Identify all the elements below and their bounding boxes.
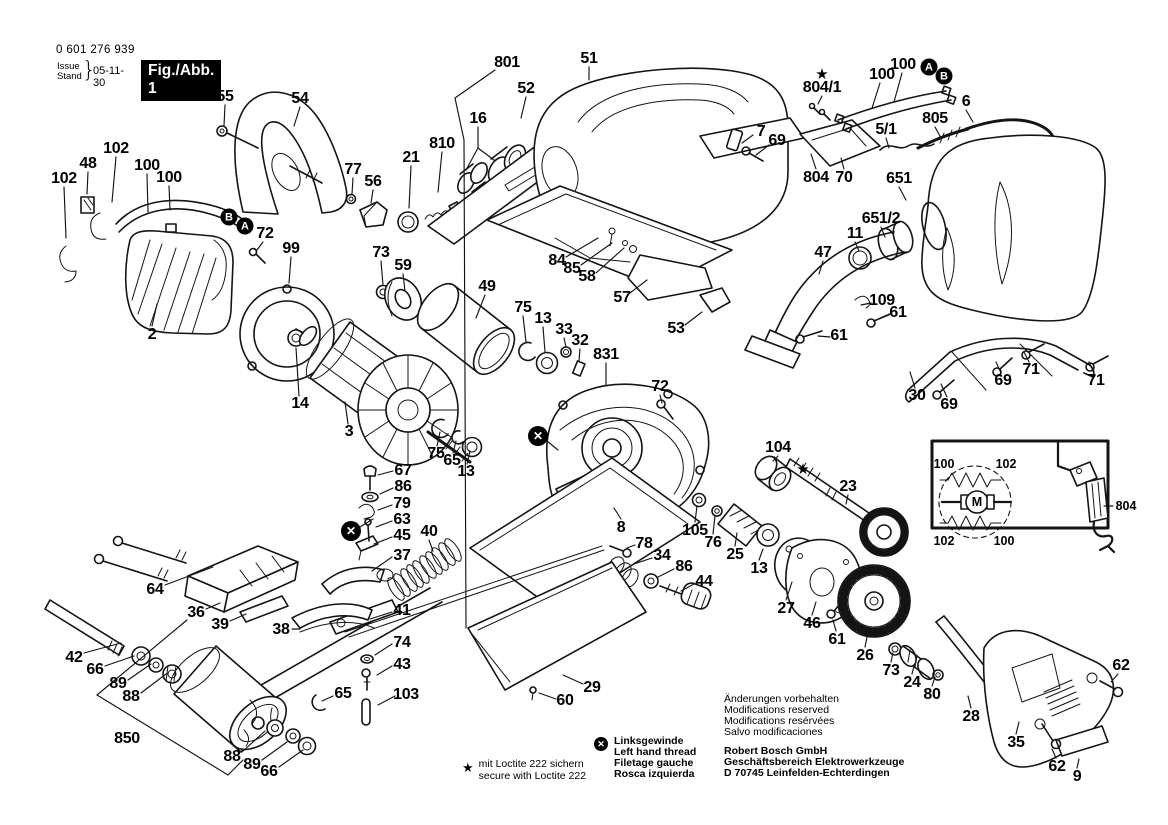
issue-label: Issue (57, 61, 80, 72)
part-callout-23: 23 (839, 478, 857, 495)
modifications-line: Modifications resérvées (724, 715, 835, 727)
part-callout-88: 88 (223, 748, 241, 765)
part-callout-45: 45 (393, 527, 411, 544)
part-callout-61: 61 (889, 304, 907, 321)
part-callout-35: 35 (1007, 734, 1025, 751)
part-callout-40: 40 (420, 523, 438, 540)
part-callout-103: 103 (393, 686, 419, 703)
part-callout-850: 850 (114, 730, 140, 747)
marker-badge-X: ✕ (341, 521, 361, 541)
part-callout-14: 14 (291, 395, 309, 412)
marker-badge-X: ✕ (528, 426, 548, 446)
part-callout-86: 86 (394, 478, 412, 495)
part-callout-27: 27 (777, 600, 795, 617)
issue-date: 05-11-30 (93, 65, 124, 89)
issue-stand-labels (57, 62, 82, 82)
part-callout-75: 75 (427, 445, 445, 462)
part-callout-41: 41 (393, 602, 411, 619)
circuit-label-102: 102 (995, 457, 1017, 471)
star-marker-icon: ★ (815, 66, 829, 83)
part-callout-804: 804 (803, 169, 829, 186)
part-callout-2: 2 (147, 326, 157, 343)
part-callout-59: 59 (394, 257, 412, 274)
part-callout-3: 3 (344, 423, 354, 440)
part-callout-79: 79 (393, 495, 411, 512)
part-callout-42: 42 (65, 649, 83, 666)
part-callout-77: 77 (344, 161, 362, 178)
part-callout-100: 100 (134, 157, 160, 174)
part-callout-47: 47 (814, 244, 832, 261)
part-callout-5-1: 5/1 (875, 121, 897, 138)
part-callout-51: 51 (580, 50, 598, 67)
marker-badge-A: A (237, 218, 254, 235)
part-callout-36: 36 (187, 604, 205, 621)
part-callout-88: 88 (122, 688, 140, 705)
part-callout-44: 44 (695, 573, 713, 590)
part-callout-73: 73 (882, 662, 900, 679)
part-callout-651: 651 (886, 170, 912, 187)
part-callout-804-1: 804/1 (802, 79, 842, 96)
part-callout-6: 6 (961, 93, 971, 110)
company-line: Geschäftsbereich Elektrowerkzeuge (724, 756, 905, 768)
issue-row (56, 58, 215, 97)
part-callout-53: 53 (667, 320, 685, 337)
company-line: D 70745 Leinfelden-Echterdingen (724, 767, 890, 779)
loctite-footnote-line: secure with Loctite 222 (478, 769, 587, 782)
part-callout-69: 69 (994, 372, 1012, 389)
circuit-label-804: 804 (1115, 499, 1137, 513)
part-callout-80: 80 (923, 686, 941, 703)
part-callout-805: 805 (922, 110, 948, 127)
marker-badge-A: A (921, 59, 938, 76)
part-callout-57: 57 (613, 289, 631, 306)
part-callout-30: 30 (908, 387, 926, 404)
part-callout-89: 89 (109, 675, 127, 692)
thread-footnote-line: Filetage gauche (614, 757, 694, 769)
part-callout-9: 9 (1072, 768, 1082, 785)
part-callout-61: 61 (828, 631, 846, 648)
part-callout-13: 13 (457, 463, 475, 480)
marker-badge-B: B (936, 68, 953, 85)
part-callout-72: 72 (651, 378, 669, 395)
thread-footnote-line: Linksgewinde (614, 735, 684, 747)
part-callout-104: 104 (765, 439, 791, 456)
part-callout-72: 72 (256, 225, 274, 242)
circled-x-icon: ✕ (594, 737, 608, 751)
modifications-line: Änderungen vorbehalten (724, 693, 840, 705)
part-callout-69: 69 (940, 396, 958, 413)
part-callout-46: 46 (803, 615, 821, 632)
part-callout-43: 43 (393, 656, 411, 673)
part-callout-67: 67 (394, 462, 412, 479)
part-callout-74: 74 (393, 634, 411, 651)
circuit-label-100: 100 (993, 534, 1015, 548)
part-callout-102: 102 (51, 170, 77, 187)
part-callout-26: 26 (856, 647, 874, 664)
circuit-label-102: 102 (933, 534, 955, 548)
company-address (724, 746, 904, 779)
part-callout-801: 801 (494, 54, 520, 71)
part-callout-109: 109 (869, 292, 895, 309)
part-callout-62: 62 (1112, 657, 1130, 674)
part-callout-49: 49 (478, 278, 496, 295)
loctite-footnote-line: mit Loctite 222 sichern (478, 758, 584, 770)
modifications-notice (724, 694, 839, 738)
part-callout-62: 62 (1048, 758, 1066, 775)
part-callout-54: 54 (291, 90, 309, 107)
company-line: Robert Bosch GmbH (724, 745, 828, 757)
star-marker-icon: ★ (796, 461, 810, 478)
part-callout-7: 7 (756, 123, 766, 140)
left-hand-thread-footnote (594, 736, 696, 780)
part-callout-75: 75 (514, 299, 532, 316)
part-callout-29: 29 (583, 679, 601, 696)
part-callout-32: 32 (571, 332, 589, 349)
part-callout-66: 66 (86, 661, 104, 678)
part-callout-37: 37 (393, 547, 411, 564)
part-callout-58: 58 (578, 268, 596, 285)
part-callout-25: 25 (726, 546, 744, 563)
part-callout-84: 84 (548, 252, 566, 269)
part-callout-38: 38 (272, 621, 290, 638)
part-callout-39: 39 (211, 616, 229, 633)
part-callout-102: 102 (103, 140, 129, 157)
part-callout-65: 65 (443, 452, 461, 469)
part-callout-63: 63 (393, 511, 411, 528)
part-callout-24: 24 (903, 674, 921, 691)
part-callout-100: 100 (156, 169, 182, 186)
part-callout-11: 11 (846, 225, 864, 242)
part-callout-86: 86 (675, 558, 693, 575)
modifications-line: Salvo modificaciones (724, 726, 823, 738)
part-callout-55: 55 (216, 88, 234, 105)
part-callout-651-2: 651/2 (861, 210, 901, 227)
thread-footnote-line: Rosca izquierda (614, 768, 695, 780)
brace-glyph: } (82, 58, 96, 83)
part-callout-65: 65 (334, 685, 352, 702)
part-callout-71: 71 (1087, 372, 1105, 389)
part-callout-33: 33 (555, 321, 573, 338)
part-callout-60: 60 (556, 692, 574, 709)
part-callout-13: 13 (750, 560, 768, 577)
part-callout-100: 100 (869, 66, 895, 83)
part-callout-64: 64 (146, 581, 164, 598)
marker-badge-B: B (221, 209, 238, 226)
part-callout-99: 99 (282, 240, 300, 257)
part-callout-78: 78 (635, 535, 653, 552)
modifications-line: Modifications reserved (724, 704, 830, 716)
circuit-label-100: 100 (933, 457, 955, 471)
figure-label: Fig./Abb. 1 (141, 60, 221, 101)
part-callout-73: 73 (372, 244, 390, 261)
part-callout-8: 8 (616, 519, 626, 536)
part-callout-105: 105 (682, 522, 708, 539)
part-callout-16: 16 (469, 110, 487, 127)
loctite-footnote (462, 759, 586, 782)
part-callout-810: 810 (429, 135, 455, 152)
part-callout-66: 66 (260, 763, 278, 780)
part-callout-89: 89 (243, 756, 261, 773)
catalog-number: 0 601 276 939 (56, 44, 135, 56)
part-callout-61: 61 (830, 327, 848, 344)
part-callout-48: 48 (79, 155, 97, 172)
part-callout-21: 21 (402, 149, 420, 166)
part-callout-85: 85 (563, 260, 581, 277)
part-callout-28: 28 (962, 708, 980, 725)
part-callout-70: 70 (835, 169, 853, 186)
part-callout-100: 100 (890, 56, 916, 73)
part-callout-34: 34 (653, 547, 671, 564)
part-callout-69: 69 (768, 132, 786, 149)
part-callout-13: 13 (534, 310, 552, 327)
part-callout-76: 76 (704, 534, 722, 551)
part-callout-56: 56 (364, 173, 382, 190)
part-callout-71: 71 (1022, 361, 1040, 378)
thread-footnote-line: Left hand thread (614, 746, 697, 758)
title-block (56, 44, 215, 97)
part-callout-831: 831 (593, 346, 619, 363)
circuit-label-M: M (971, 495, 983, 509)
stand-label: Stand (57, 71, 82, 82)
star-icon: ★ (462, 760, 474, 775)
part-callout-52: 52 (517, 80, 535, 97)
